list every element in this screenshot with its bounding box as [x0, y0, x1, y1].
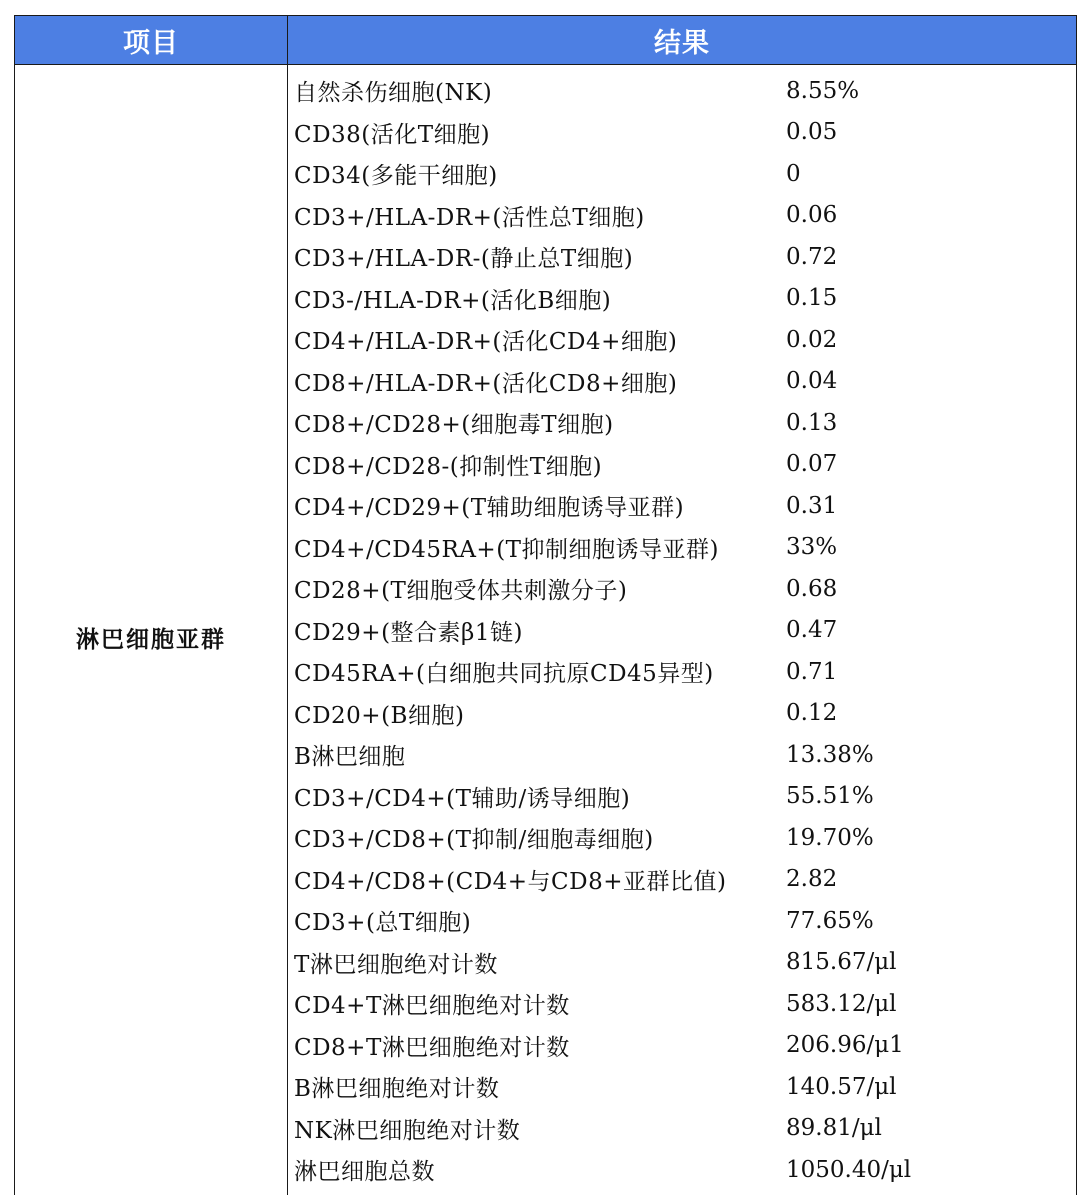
row-name: 淋巴细胞总数 — [294, 1159, 435, 1186]
table-row — [288, 1108, 1076, 1150]
row-value: 0 — [786, 160, 801, 187]
table-row — [288, 195, 1076, 237]
row-value: 0.47 — [786, 617, 838, 644]
row-name: B淋巴细胞绝对计数 — [294, 1076, 500, 1103]
row-value: 33% — [786, 534, 838, 561]
row-name: CD4+T淋巴细胞绝对计数 — [294, 993, 570, 1020]
row-name: CD4+/CD45RA+(T抑制细胞诱导亚群) — [294, 536, 719, 563]
row-name: CD29+(整合素β1链) — [294, 619, 523, 646]
row-name: CD8+/CD28-(抑制性T细胞) — [294, 453, 603, 480]
row-value: 89.81/μl — [786, 1115, 882, 1142]
table-row — [288, 942, 1076, 984]
table-row — [288, 734, 1076, 776]
category-cell: 淋巴细胞亚群 — [15, 65, 288, 1195]
row-value: 0.02 — [786, 326, 838, 353]
row-value: 13.38% — [786, 741, 874, 768]
table-row — [288, 983, 1076, 1025]
row-name: CD8+/HLA-DR+(活化CD8+细胞) — [294, 370, 678, 397]
table-row — [288, 1149, 1076, 1191]
table-body — [15, 65, 1076, 1195]
table-row — [288, 651, 1076, 693]
report-table — [14, 15, 1077, 1195]
table-row — [288, 153, 1076, 195]
row-name: CD3+(总T细胞) — [294, 910, 472, 937]
table-row — [288, 361, 1076, 403]
table-row — [288, 236, 1076, 278]
row-value: 0.06 — [786, 202, 838, 229]
row-value: 2.82 — [786, 866, 838, 893]
table-row — [288, 1025, 1076, 1067]
table-row — [288, 112, 1076, 154]
row-value: 0.12 — [786, 700, 838, 727]
row-value: 583.12/μl — [786, 990, 897, 1017]
table-row — [288, 568, 1076, 610]
table-row — [288, 319, 1076, 361]
row-name: CD20+(B细胞) — [294, 702, 465, 729]
row-value: 0.07 — [786, 451, 838, 478]
row-name: CD3+/CD4+(T辅助/诱导细胞) — [294, 785, 631, 812]
table-row — [288, 1066, 1076, 1108]
table-row — [288, 402, 1076, 444]
row-value: 0.13 — [786, 409, 838, 436]
row-name: CD4+/HLA-DR+(活化CD4+细胞) — [294, 329, 678, 356]
row-value: 140.57/μl — [786, 1073, 897, 1100]
table-row — [288, 859, 1076, 901]
row-name: CD3+/HLA-DR+(活性总T细胞) — [294, 204, 645, 231]
row-value: 8.55% — [786, 77, 860, 104]
row-value: 206.96/μ1 — [786, 1032, 904, 1059]
table-row — [288, 900, 1076, 942]
row-value: 77.65% — [786, 907, 874, 934]
row-name: CD3-/HLA-DR+(活化B细胞) — [294, 287, 612, 314]
row-name: T淋巴细胞绝对计数 — [294, 951, 498, 978]
row-value: 55.51% — [786, 783, 874, 810]
row-name: CD34(多能干细胞) — [294, 163, 498, 190]
table-row — [288, 278, 1076, 320]
row-value: 0.05 — [786, 119, 838, 146]
table-row — [288, 817, 1076, 859]
row-name: CD38(活化T细胞) — [294, 121, 491, 148]
row-name: CD45RA+(白细胞共同抗原CD45异型) — [294, 661, 714, 688]
table-row — [288, 70, 1076, 112]
row-value: 815.67/μl — [786, 949, 897, 976]
row-value: 0.71 — [786, 658, 838, 685]
row-value: 19.70% — [786, 824, 874, 851]
row-name: NK淋巴细胞绝对计数 — [294, 1117, 521, 1144]
row-value: 0.04 — [786, 368, 838, 395]
header-item: 项目 — [15, 16, 288, 64]
row-value: 0.15 — [786, 285, 838, 312]
table-row — [288, 776, 1076, 818]
row-value: 0.72 — [786, 243, 838, 270]
row-value: 1050.40/μl — [786, 1156, 912, 1183]
row-value: 0.68 — [786, 575, 838, 602]
row-value: 0.31 — [786, 492, 838, 519]
row-name: CD3+/CD8+(T抑制/细胞毒细胞) — [294, 827, 654, 854]
row-name: CD4+/CD29+(T辅助细胞诱导亚群) — [294, 495, 685, 522]
row-name: B淋巴细胞 — [294, 744, 406, 771]
table-row — [288, 485, 1076, 527]
row-name: CD4+/CD8+(CD4+与CD8+亚群比值) — [294, 868, 727, 895]
table-row — [288, 444, 1076, 486]
row-name: 自然杀伤细胞(NK) — [294, 80, 493, 107]
row-name: CD28+(T细胞受体共刺激分子) — [294, 578, 628, 605]
row-name: CD8+T淋巴细胞绝对计数 — [294, 1034, 570, 1061]
table-row — [288, 610, 1076, 652]
result-rows — [288, 65, 1076, 1195]
row-name: CD3+/HLA-DR-(静止总T细胞) — [294, 246, 634, 273]
table-row — [288, 693, 1076, 735]
row-name: CD8+/CD28+(细胞毒T细胞) — [294, 412, 614, 439]
header-result: 结果 — [654, 27, 710, 59]
table-header — [15, 16, 1076, 65]
table-row — [288, 527, 1076, 569]
